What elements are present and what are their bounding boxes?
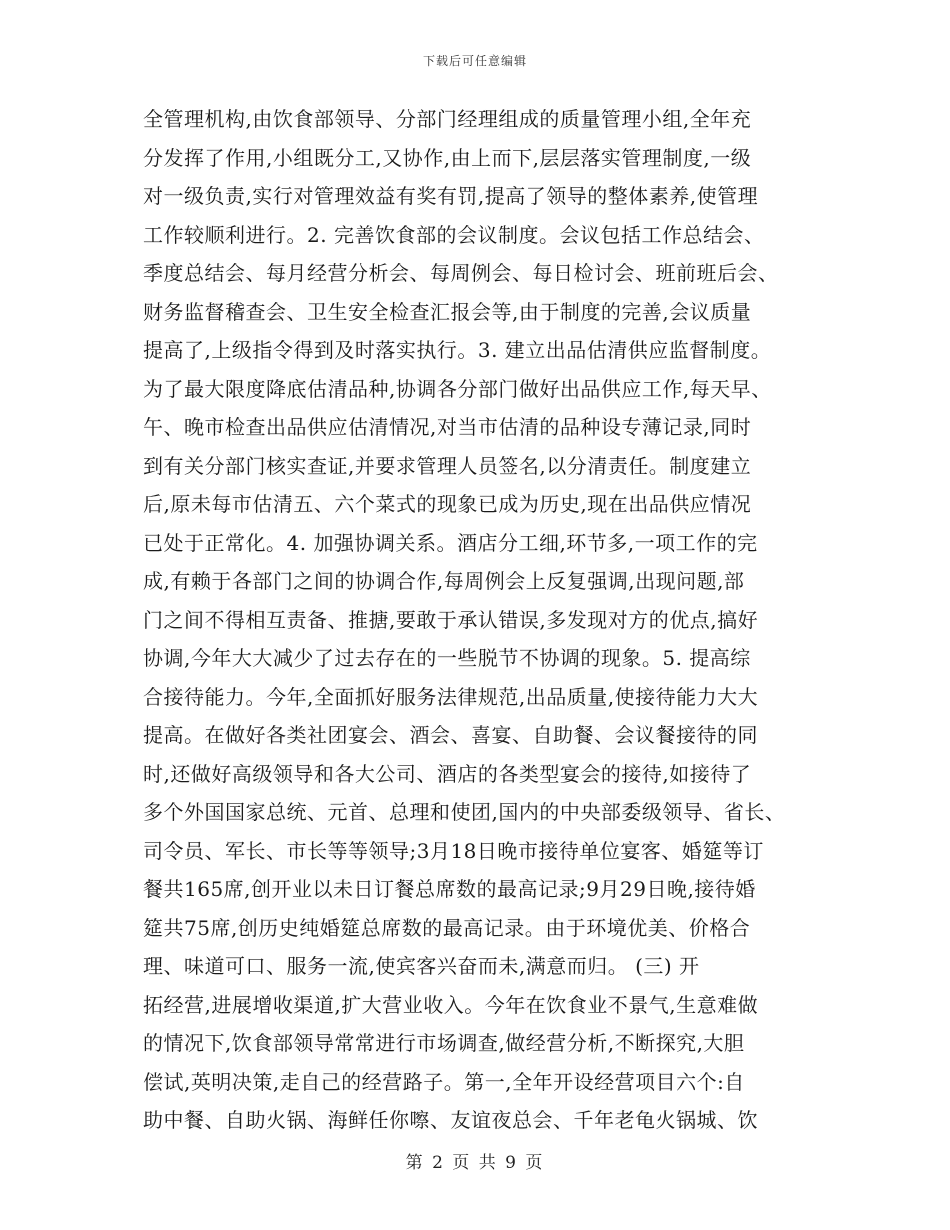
text-line: 已处于正常化。4. 加强协调关系。酒店分工细,环节多,一项工作的完 xyxy=(143,530,758,555)
text-line: 成,有赖于各部门之间的协调合作,每周例会上反复强调,出现问题,部 xyxy=(143,569,745,593)
text-line: 提高。在做好各类社团宴会、酒会、喜宴、自助餐、会议餐接待的同 xyxy=(143,723,758,747)
text-line: 午、晚市检查出品供应估清情况,对当市估清的品种设专薄记录,同时 xyxy=(143,415,752,439)
text-line: 时,还做好高级领导和各大公司、酒店的各类型宴会的接待,如接待了 xyxy=(143,761,752,786)
text-line: 司令员、军长、市长等等领导;3月18日晚市接待单位宴客、婚筵等订 xyxy=(143,838,764,863)
text-line: 助中餐、自助火锅、海鲜任你嚓、友谊夜总会、千年老龟火锅城、饮 xyxy=(143,1108,758,1132)
text-line: 到有关分部门核实查证,并要求管理人员签名,以分清责任。制度建立 xyxy=(143,453,752,478)
text-line: 门之间不得相互责备、推搪,要敢于承认错误,多发现对方的优点,搞好 xyxy=(143,607,759,632)
text-line: 偿试,英明决策,走自己的经营路子。第一,全年开设经营项目六个:自 xyxy=(143,1069,745,1094)
text-line: 合接待能力。今年,全面抓好服务法律规范,出品质量,使接待能力大大 xyxy=(143,684,759,709)
text-line: 餐共165席,创开业以未日订餐总席数的最高记录;9月29日晚,接待婚 xyxy=(143,877,756,901)
text-line: 理、味道可口、服务一流,使宾客兴奋而未,满意而归。 (三) 开 xyxy=(143,954,700,978)
text-line: 后,原未每市估清五、六个菜式的现象已成为历史,现在出品供应情况 xyxy=(143,492,752,516)
text-line: 多个外国国家总统、元首、总理和使团,国内的中央部委级领导、省长、 xyxy=(143,800,786,824)
page-header: 下载后可任意编辑 xyxy=(422,54,527,68)
text-line: 筵共75席,创历史纯婚筵总席数的最高记录。由于环境优美、价格合 xyxy=(143,915,751,940)
text-line: 分发挥了作用,小组既分工,又协作,由上而下,层层落实管理制度,一级 xyxy=(143,145,752,170)
text-line: 财务监督稽查会、卫生安全检查汇报会等,由于制度的完善,会议质量 xyxy=(143,299,752,324)
text-line: 全管理机构,由饮食部领导、分部门经理组成的质量管理小组,全年充 xyxy=(143,107,752,131)
text-line: 季度总结会、每月经营分析会、每周例会、每日检讨会、班前班后会、 xyxy=(143,261,779,285)
text-line: 为了最大限度降底估清品种,协调各分部门做好出品供应工作,每天早、 xyxy=(143,376,772,401)
text-line: 拓经营,进展增收渠道,扩大营业收入。今年在饮食业不景气,生意难做 xyxy=(143,992,759,1017)
text-line: 的情况下,饮食部领导常常进行市场调查,做经营分析,不断探究,大胆 xyxy=(143,1031,745,1055)
document-body xyxy=(143,100,823,1140)
text-line: 对一级负责,实行对管理效益有奖有罚,提高了领导的整体素养,使管理 xyxy=(143,184,759,208)
text-line: 提高了,上级指令得到及时落实执行。3. 建立出品估清供应监督制度。 xyxy=(143,338,772,362)
page-number: 第 2 页 共 9 页 xyxy=(405,1153,545,1173)
text-line: 工作较顺利进行。2. 完善饮食部的会议制度。会议包括工作总结会、 xyxy=(143,222,765,247)
text-line: 协调,今年大大减少了过去存在的一些脱节不协调的现象。5. 提高综 xyxy=(143,646,751,670)
